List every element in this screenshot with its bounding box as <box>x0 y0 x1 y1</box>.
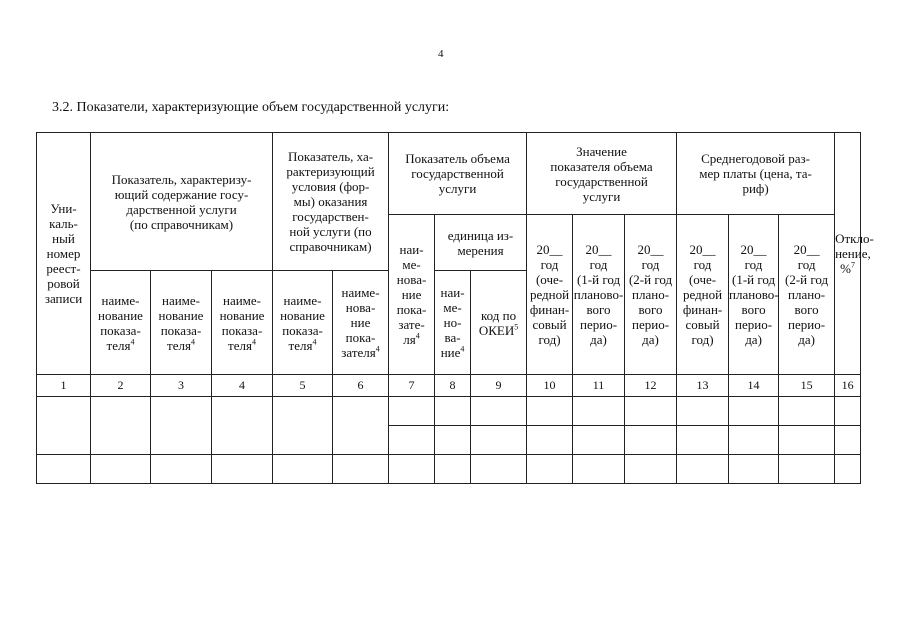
col4-name-header <box>212 271 273 375</box>
col7-name-header <box>389 215 435 375</box>
table-cell <box>212 455 273 484</box>
col-number: 4 <box>212 375 273 397</box>
col4-name-text: наиме- нование показа- теля <box>219 292 265 353</box>
col-number: 9 <box>471 375 527 397</box>
col8-footnote: 4 <box>460 344 465 354</box>
table-row <box>37 397 861 426</box>
table-cell <box>677 426 729 455</box>
col11-year-header: 20__ год (1-й год планово- вого перио- да) <box>573 215 625 375</box>
col12-year-header: 20__ год (2-й год плано- вого перио- да) <box>625 215 677 375</box>
table-cell <box>729 455 779 484</box>
deviation-footnote: 7 <box>851 260 855 270</box>
col14-year-header: 20__ год (1-й год планово- вого перио- да) <box>729 215 779 375</box>
col5-name-header <box>273 271 333 375</box>
table-cell <box>435 455 471 484</box>
table-cell <box>573 455 625 484</box>
col-number: 7 <box>389 375 435 397</box>
page-number: 4 <box>438 48 444 60</box>
table-cell <box>151 455 212 484</box>
table-cell <box>835 455 861 484</box>
avg-fee-header: Среднегодовой раз- мер платы (цена, та- риф) <box>677 133 835 215</box>
table-cell <box>151 397 212 455</box>
unit-of-measure-header: единица из- мерения <box>435 215 527 271</box>
col5-name-text: наиме- нование показа- теля <box>280 292 325 353</box>
table-row <box>37 455 861 484</box>
col-number: 10 <box>527 375 573 397</box>
col6-name-text: наиме- нова- ние пока- зателя <box>341 285 380 360</box>
col8-unit-name-text: наи- ме- но- ва- ние <box>440 285 465 360</box>
col7-footnote: 4 <box>415 331 420 341</box>
col10-year-header: 20__ год (оче- редной финан- совый год) <box>527 215 573 375</box>
col-number: 12 <box>625 375 677 397</box>
table-cell <box>527 426 573 455</box>
table-cell <box>527 455 573 484</box>
deviation-text: Откло- нение, % <box>835 231 874 276</box>
table-cell <box>835 397 861 426</box>
table-cell <box>389 397 435 426</box>
volume-value-header: Значение показателя объема государственной услуги <box>527 133 677 215</box>
column-number-row <box>37 375 861 397</box>
col-number: 15 <box>779 375 835 397</box>
col13-year-header: 20__ год (оче- редной финан- совый год) <box>677 215 729 375</box>
table-cell <box>333 455 389 484</box>
col-number: 8 <box>435 375 471 397</box>
col2-name-text: наиме- нование показа- теля <box>98 292 143 353</box>
col-number: 2 <box>91 375 151 397</box>
table-cell <box>435 426 471 455</box>
col9-footnote: 5 <box>514 322 519 332</box>
table-cell <box>37 455 91 484</box>
header-row-top <box>37 133 861 215</box>
col3-name-header <box>151 271 212 375</box>
col6-name-header <box>333 271 389 375</box>
table-cell <box>471 397 527 426</box>
deviation-header <box>835 133 874 375</box>
col9-okei-text: код по ОКЕИ <box>478 307 517 338</box>
table-cell <box>625 455 677 484</box>
unique-number-header: Уни- каль- ный номер реест- ровой записи <box>37 133 91 375</box>
table-cell <box>91 455 151 484</box>
col3-footnote: 4 <box>190 337 195 347</box>
conditions-indicator-header: Показатель, ха- рактеризующий условия (фор- мы) оказания государствен- ной услуги (по справочникам) <box>273 133 389 271</box>
table-cell <box>779 397 835 426</box>
section-title: 3.2. Показатели, характеризующие объем государственной услуги: <box>52 100 450 115</box>
table-cell <box>91 397 151 455</box>
col2-footnote: 4 <box>130 337 135 347</box>
col9-okei-header <box>471 271 527 375</box>
volume-indicators-table <box>36 132 874 484</box>
table-cell <box>527 397 573 426</box>
table-cell <box>625 397 677 426</box>
col2-name-header <box>91 271 151 375</box>
table-cell <box>677 397 729 426</box>
table-cell <box>779 426 835 455</box>
table-cell <box>779 455 835 484</box>
table-cell <box>729 397 779 426</box>
volume-indicator-header: Показатель объема государственной услуги <box>389 133 527 215</box>
table-cell <box>37 397 91 455</box>
table-cell <box>273 397 333 455</box>
col5-footnote: 4 <box>312 337 317 347</box>
table-cell <box>625 426 677 455</box>
table-cell <box>729 426 779 455</box>
col7-name-text: наи- ме- нова- ние пока- зате- ля <box>396 242 427 347</box>
col6-footnote: 4 <box>375 344 380 354</box>
col-number: 5 <box>273 375 333 397</box>
table-cell <box>389 455 435 484</box>
col-number: 11 <box>573 375 625 397</box>
col-number: 16 <box>835 375 861 397</box>
col-number: 6 <box>333 375 389 397</box>
table-cell <box>573 426 625 455</box>
table-cell <box>212 397 273 455</box>
col4-footnote: 4 <box>251 337 256 347</box>
col-number: 13 <box>677 375 729 397</box>
table-cell <box>389 426 435 455</box>
col-number: 3 <box>151 375 212 397</box>
table-cell <box>677 455 729 484</box>
col-number: 1 <box>37 375 91 397</box>
col3-name-text: наиме- нование показа- теля <box>158 292 204 353</box>
table-cell <box>435 397 471 426</box>
col-number: 14 <box>729 375 779 397</box>
content-indicator-header: Показатель, характеризу- ющий содержание госу- дарственной услуги (по справочникам) <box>91 133 273 271</box>
table-cell <box>471 455 527 484</box>
table-cell <box>471 426 527 455</box>
table-cell <box>835 426 861 455</box>
table-cell <box>333 397 389 455</box>
col8-unit-name-header <box>435 271 471 375</box>
col15-year-header: 20__ год (2-й год плано- вого перио- да) <box>779 215 835 375</box>
table-cell <box>573 397 625 426</box>
table-cell <box>273 455 333 484</box>
